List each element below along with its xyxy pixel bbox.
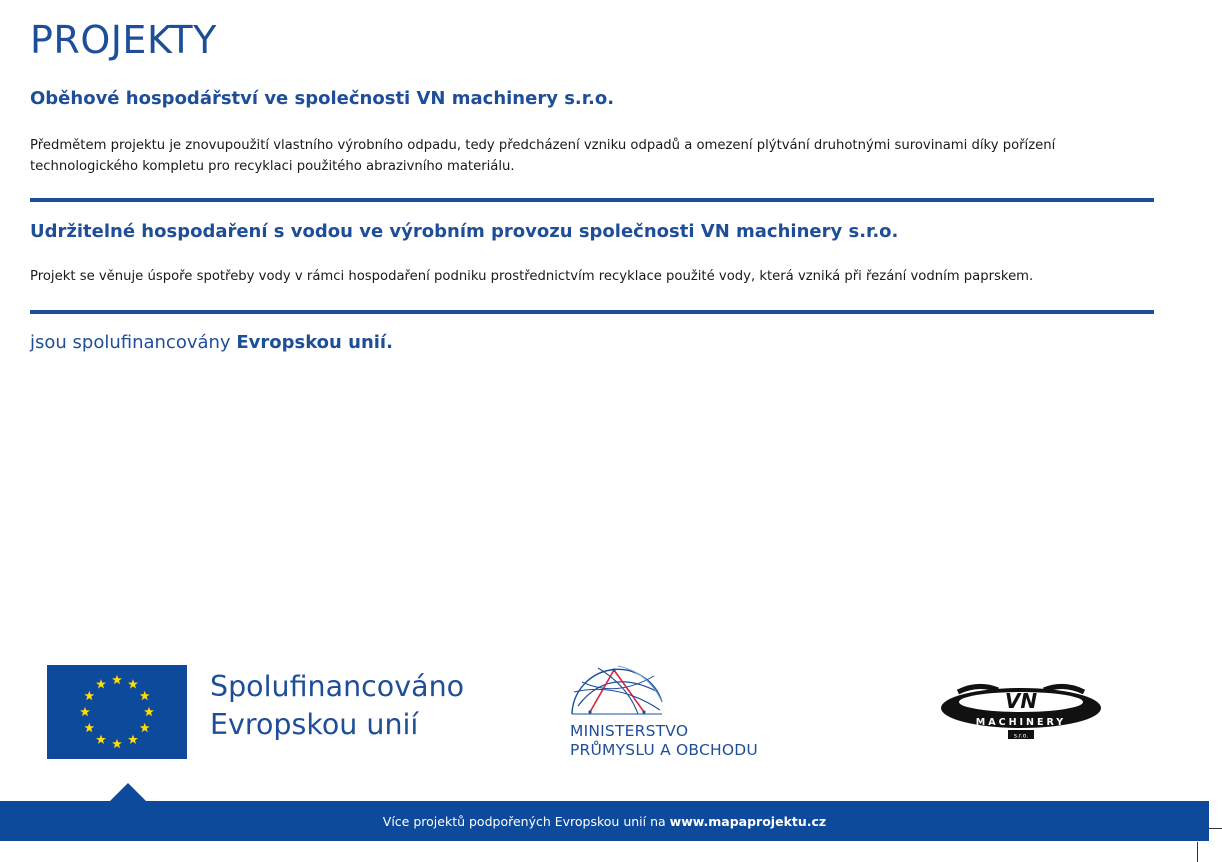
project-title: Udržitelné hospodaření s vodou ve výrobním provozu společnosti VN machinery s.r.o. xyxy=(30,221,899,242)
crop-mark xyxy=(1197,842,1198,862)
eu-star-icon xyxy=(140,691,150,700)
project-description: Projekt se věnuje úspoře spotřeby vody v rámci hospodaření podniku prostřednictvím recyklace použité vody, která vzniká při řezání vodním paprskem. xyxy=(30,269,1034,284)
eu-star-icon xyxy=(112,675,122,684)
project-title: Oběhové hospodářství ve společnosti VN machinery s.r.o. xyxy=(30,88,615,109)
eu-star-icon xyxy=(144,707,154,716)
eu-star-icon xyxy=(140,723,150,732)
footer-notch xyxy=(110,783,146,801)
project-2 xyxy=(30,221,1154,287)
eu-star-icon xyxy=(80,707,90,716)
eu-star-icon xyxy=(112,739,122,748)
crop-mark xyxy=(1209,828,1222,829)
project-description: Předmětem projektu je znovupoužití vlastního výrobního odpadu, tedy předcházení vzniku odpadů a omezení plýtvání druhotnými surovinami díky pořízení technologického kompletu pro recyklaci použitého abrazivního materiálu. xyxy=(30,138,1056,174)
mpo-label xyxy=(570,722,758,760)
eu-star-icon xyxy=(96,735,106,744)
cofinancing-prefix: jsou spolufinancovány xyxy=(30,332,231,353)
footer-bar xyxy=(0,801,1209,841)
eu-star-icon xyxy=(128,679,138,688)
vn-logo-main: VN xyxy=(1004,689,1038,713)
mpo-label-line1: MINISTERSTVO xyxy=(570,722,689,740)
eu-star-icon xyxy=(128,735,138,744)
eu-star-icon xyxy=(84,723,94,732)
page-title: PROJEKTY xyxy=(30,18,217,62)
mpo-label-line2: PRŮMYSLU A OBCHODU xyxy=(570,741,758,759)
eu-flag-icon xyxy=(47,665,187,759)
vn-machinery-logo xyxy=(938,680,1104,742)
vn-logo-small: s.r.o. xyxy=(1013,732,1029,740)
eu-cofinanced-label xyxy=(210,668,464,744)
project-1 xyxy=(30,88,1154,177)
eu-label-line1: Spolufinancováno xyxy=(210,670,465,703)
eu-star-icon xyxy=(96,679,106,688)
cofinancing-note xyxy=(30,332,393,353)
footer-link[interactable]: www.mapaprojektu.cz xyxy=(669,813,827,829)
cofinancing-emphasis: Evropskou unií. xyxy=(236,332,393,353)
divider xyxy=(30,310,1154,314)
divider xyxy=(30,198,1154,202)
vn-logo-sub: MACHINERY xyxy=(975,717,1067,728)
eu-star-icon xyxy=(84,691,94,700)
eu-label-line2: Evropskou unií xyxy=(210,708,419,741)
footer-text: Více projektů podpořených Evropskou unií na xyxy=(382,813,666,829)
